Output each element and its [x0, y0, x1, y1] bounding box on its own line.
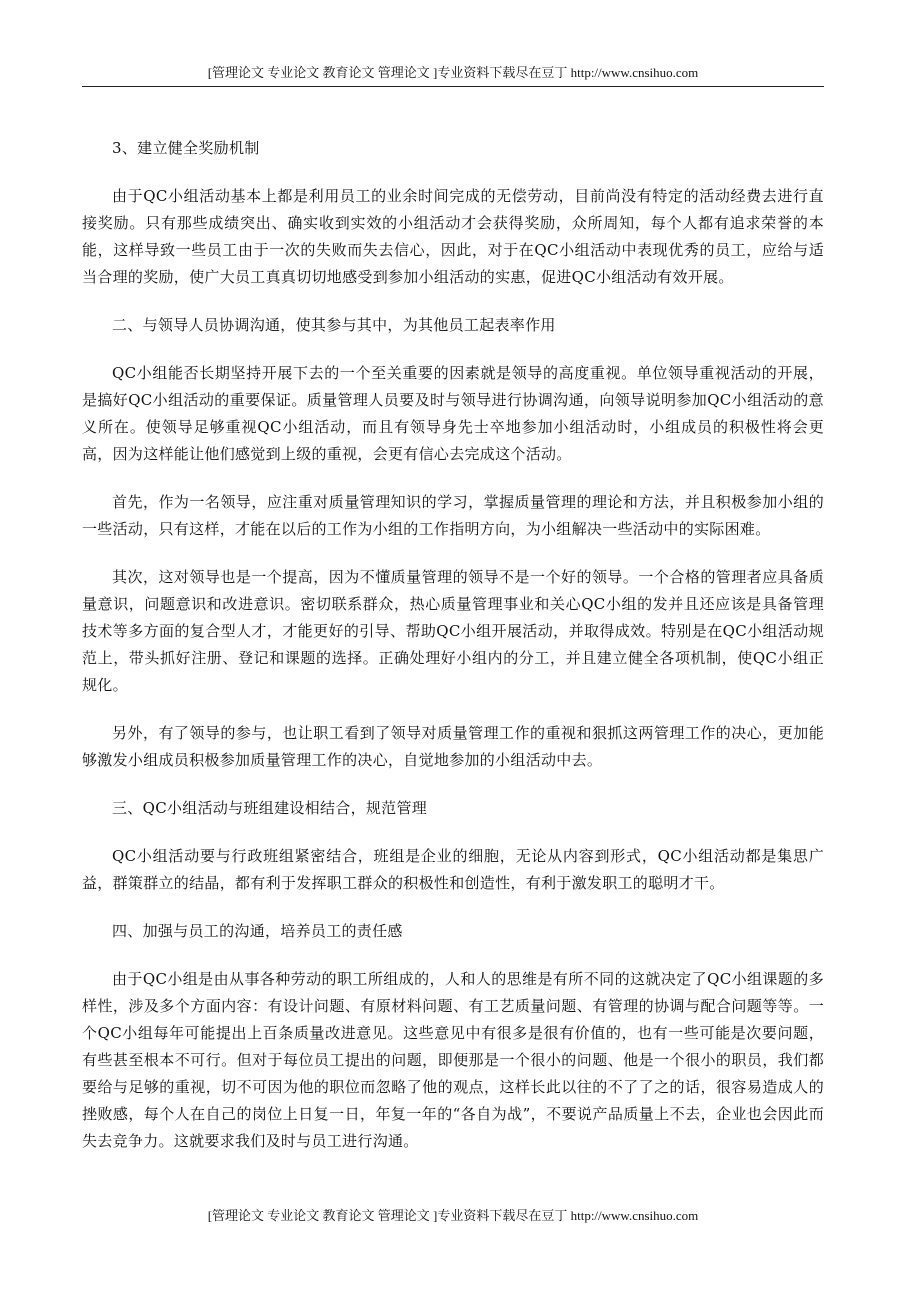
- section-heading-team-building: 三、QC小组活动与班组建设相结合，规范管理: [112, 799, 428, 817]
- header-divider: [82, 86, 824, 87]
- section-heading-employee-communication: 四、加强与员工的沟通，培养员工的责任感: [112, 922, 403, 940]
- paragraph: 另外，有了领导的参与，也让职工看到了领导对质量管理工作的重视和狠抓这两管理工作的决心，更加能够激发小组成员积极参加质量管理工作的决心，自觉地参加的小组活动中去。: [82, 724, 824, 769]
- paragraph: 其次，这对领导也是一个提高，因为不懂质量管理的领导不是一个好的领导。一个合格的管理者应具备质量意识，问题意识和改进意识。密切联系群众，热心质量管理事业和关心QC小组的发并且还应该是具备管理技术等多方面的复合型人才，才能更好的引导、帮助QC小组开展活动，并取得成效。特别是在QC小组活动规范上，带头抓好注册、登记和课题的选择。正确处理好小组内的分工，并且建立健全各项机制，使QC小组正规化。: [82, 568, 824, 694]
- document-body: [82, 135, 824, 1176]
- paragraph: QC小组能否长期坚持开展下去的一个至关重要的因素就是领导的高度重视。单位领导重视活动的开展，是搞好QC小组活动的重要保证。质量管理人员要及时与领导进行协调沟通，向领导说明参加QC小组活动的意义所在。使领导足够重视QC小组活动，而且有领导身先士卒地参加小组活动时，小组成员的积极性将会更高，因为这样能让他们感觉到上级的重视，会更有信心去完成这个活动。: [82, 364, 824, 463]
- paragraph: 由于QC小组活动基本上都是利用员工的业余时间完成的无偿劳动，目前尚没有特定的活动经费去进行直接奖励。只有那些成绩突出、确实收到实效的小组活动才会获得奖励，众所周知，每个人都有追求荣誉的本能，这样导致一些员工由于一次的失败而失去信心，因此，对于在QC小组活动中表现优秀的员工，应给与适当合理的奖励，使广大员工真真切切地感受到参加小组活动的实惠，促进QC小组活动有效开展。: [82, 187, 824, 286]
- page-footer: [管理论文 专业论文 教育论文 管理论文 ]专业资料下载尽在豆丁 http://www.cnsihuo.com: [207, 1208, 699, 1223]
- section-heading-reward-mechanism: 3、建立健全奖励机制: [112, 139, 260, 157]
- paragraph: 首先，作为一名领导，应注重对质量管理知识的学习，掌握质量管理的理论和方法，并且积极参加小组的一些活动，只有这样，才能在以后的工作为小组的工作指明方向，为小组解决一些活动中的实际困难。: [82, 493, 824, 538]
- page-header: [管理论文 专业论文 教育论文 管理论文 ]专业资料下载尽在豆丁 http://www.cnsihuo.com: [207, 65, 699, 80]
- paragraph: QC小组活动要与行政班组紧密结合，班组是企业的细胞，无论从内容到形式，QC小组活动都是集思广益，群策群立的结晶，都有利于发挥职工群众的积极性和创造性，有利于激发职工的聪明才干。: [82, 847, 824, 892]
- paragraph: 由于QC小组是由从事各种劳动的职工所组成的，人和人的思维是有所不同的这就决定了QC小组课题的多样性，涉及多个方面内容：有设计问题、有原材料问题、有工艺质量问题、有管理的协调与配合问题等等。一个QC小组每年可能提出上百条质量改进意见。这些意见中有很多是很有价值的，也有一些可能是次要问题，有些甚至根本不可行。但对于每位员工提出的问题，即便那是一个很小的问题、他是一个很小的职员，我们都要给与足够的重视，切不可因为他的职位而忽略了他的观点，这样长此以往的不了了之的话，很容易造成人的挫败感，每个人在自己的岗位上日复一日，年复一年的“各自为战”，不要说产品质量上不去，企业也会因此而失去竞争力。这就要求我们及时与员工进行沟通。: [82, 970, 824, 1150]
- section-heading-leader-communication: 二、与领导人员协调沟通，使其参与其中，为其他员工起表率作用: [112, 316, 556, 334]
